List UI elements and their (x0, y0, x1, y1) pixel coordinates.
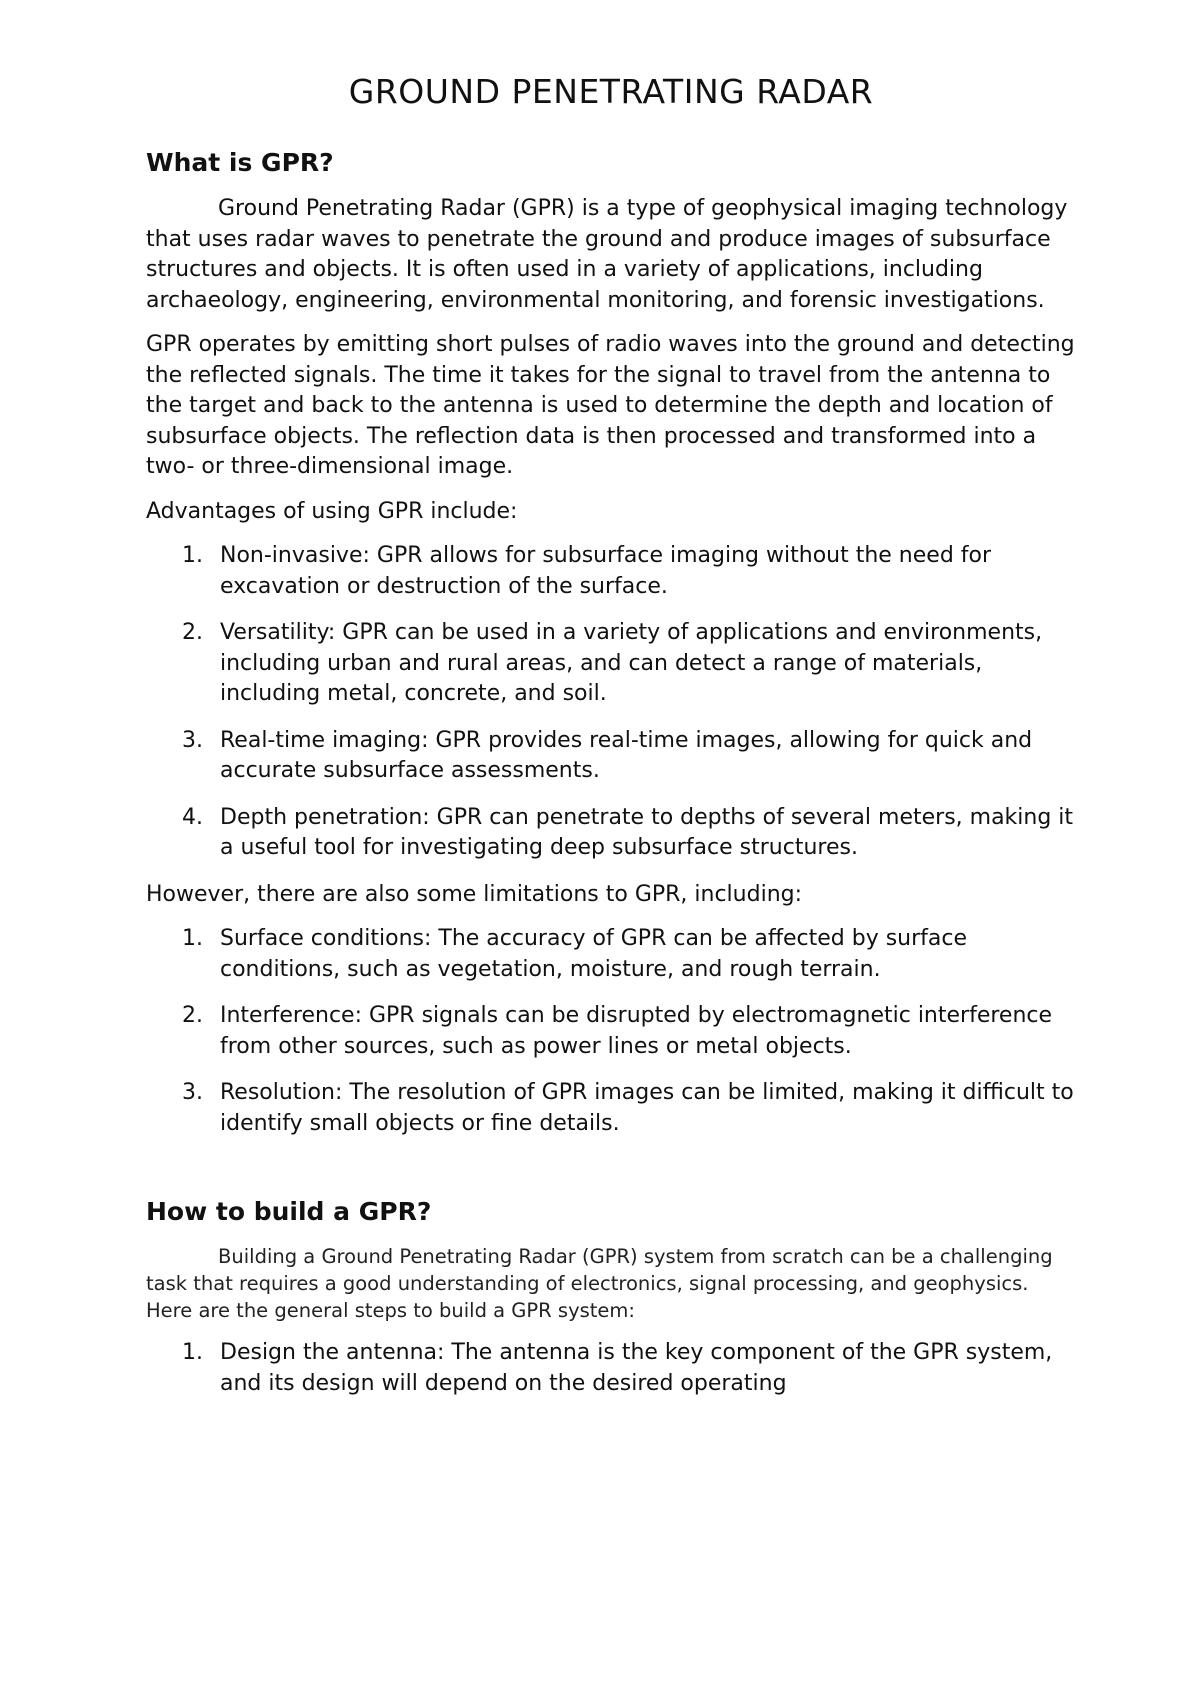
list-number: 4. (182, 804, 203, 830)
list-item (146, 1338, 1076, 1399)
advantages-intro: Advantages of using GPR include: (146, 498, 518, 524)
list-number: 1. (182, 543, 203, 568)
document-page (146, 72, 1076, 1415)
section-heading-how-to-build: How to build a GPR? (146, 1197, 432, 1226)
list-item (146, 1078, 1076, 1139)
document-title: GROUND PENETRATING RADAR (348, 72, 874, 111)
list-item-text: Design the antenna: The antenna is the key component of the GPR system, and its design will depend on the desired operating (220, 1340, 1053, 1396)
list-number: 3. (182, 1080, 203, 1105)
paragraph-intro: Ground Penetrating Radar (GPR) is a type of geophysical imaging technology that uses radar waves to penetrate the ground and produce images of subsurface structures and objects. It is often used in a variety of applications, including archaeology, engineering, environmental monitoring, and forensic investigations. (146, 196, 1068, 313)
list-item-text: Surface conditions: The accuracy of GPR can be affected by surface conditions, such as vegetation, moisture, and rough terrain. (220, 926, 968, 982)
build-steps-list (146, 1338, 1076, 1399)
list-item-text: Non-invasive: GPR allows for subsurface imaging without the need for excavation or destruction of the surface. (220, 543, 992, 599)
list-item-text: Real-time imaging: GPR provides real-time images, allowing for quick and accurate subsurface assessments. (220, 727, 1033, 783)
list-item-text: Versatility: GPR can be used in a variety of applications and environments, including urban and rural areas, and can detect a range of materials, including metal, concrete, and soil. (220, 620, 1043, 706)
list-number: 1. (182, 926, 203, 951)
list-number: 1. (182, 1340, 203, 1365)
limitations-list (146, 924, 1076, 1139)
list-number: 2. (182, 620, 203, 645)
list-item-text: Resolution: The resolution of GPR images can be limited, making it difficult to identify small objects or fine details. (220, 1080, 1074, 1136)
list-number: 3. (182, 727, 203, 753)
list-item (146, 618, 1076, 710)
advantages-list (146, 541, 1076, 864)
paragraph-build-intro: Building a Ground Penetrating Radar (GPR) system from scratch can be a challenging task that requires a good understanding of electronics, signal processing, and geophysics. Here are the general steps to build a GPR system: (146, 1245, 1053, 1322)
section-heading-what-is-gpr: What is GPR? (146, 148, 334, 177)
limitations-intro: However, there are also some limitations to GPR, including: (146, 881, 803, 907)
list-item-text: Depth penetration: GPR can penetrate to depths of several meters, making it a useful tool for investigating deep subsurface structures. (220, 804, 1074, 860)
list-item-text: Interference: GPR signals can be disrupted by electromagnetic interference from other sources, such as power lines or metal objects. (220, 1003, 1053, 1059)
list-item (146, 1001, 1076, 1062)
list-item (146, 541, 1076, 602)
list-number: 2. (182, 1003, 203, 1028)
paragraph-operation: GPR operates by emitting short pulses of radio waves into the ground and detecting the reflected signals. The time it takes for the signal to travel from the antenna to the target and back to the antenna is used to determine the depth and location of subsurface objects. The reflection data is then processed and transformed into a two- or three-dimensional image. (146, 332, 1075, 479)
list-item (146, 803, 1076, 864)
list-item (146, 924, 1076, 985)
list-item (146, 726, 1076, 787)
